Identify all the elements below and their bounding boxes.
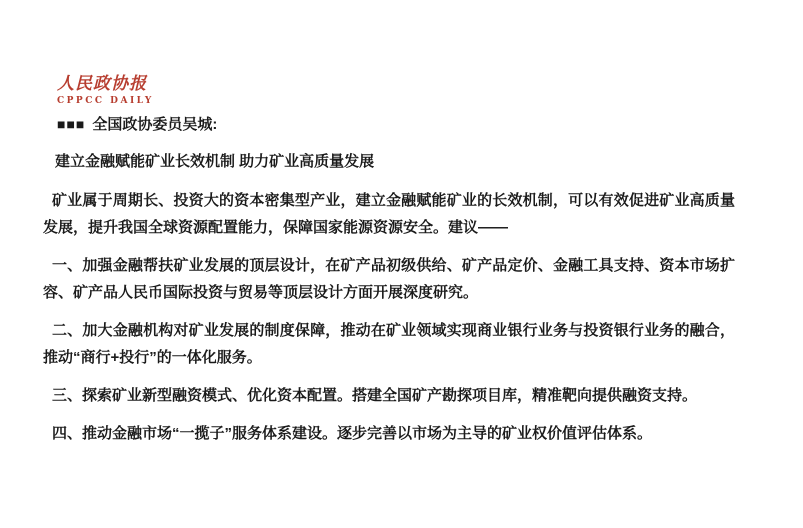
paragraph-suggestion-1: 一、加强金融帮扶矿业发展的顶层设计，在矿产品初级供给、矿产品定价、金融工具支持、资本市场扩容、矿产品人民币国际投资与贸易等顶层设计方面开展深度研究。 — [43, 257, 735, 301]
masthead — [43, 74, 735, 106]
article-title: 建立金融赋能矿业长效机制 助力矿业高质量发展 — [55, 153, 375, 170]
redacted-squares-icon: ■■■ — [57, 116, 86, 132]
paragraph-suggestion-4: 四、推动金融市场“一揽子”服务体系建设。逐步完善以市场为主导的矿业权价值评估体系。 — [52, 425, 653, 442]
kicker-line — [57, 116, 735, 133]
paragraph-suggestion-2: 二、加大金融机构对矿业发展的制度保障，推动在矿业领域实现商业银行业务与投资银行业务的融合，推动“商行+投行”的一体化服务。 — [43, 322, 735, 366]
paragraph-suggestion-3: 三、探索矿业新型融资模式、优化资本配置。搭建全国矿产勘探项目库，精准靶向提供融资支持。 — [52, 387, 698, 404]
cppcc-daily-logo: 人民政协报 — [57, 74, 147, 94]
cppcc-daily-logo-subtext: CPPCC DAILY — [57, 96, 154, 106]
kicker-label: 全国政协委员吴城: — [92, 116, 218, 133]
paragraph-intro: 矿业属于周期长、投资大的资本密集型产业，建立金融赋能矿业的长效机制，可以有效促进矿业高质量发展，提升我国全球资源配置能力，保障国家能源资源安全。建议—— — [43, 192, 735, 236]
article-body — [43, 187, 735, 447]
article-page — [43, 74, 735, 447]
